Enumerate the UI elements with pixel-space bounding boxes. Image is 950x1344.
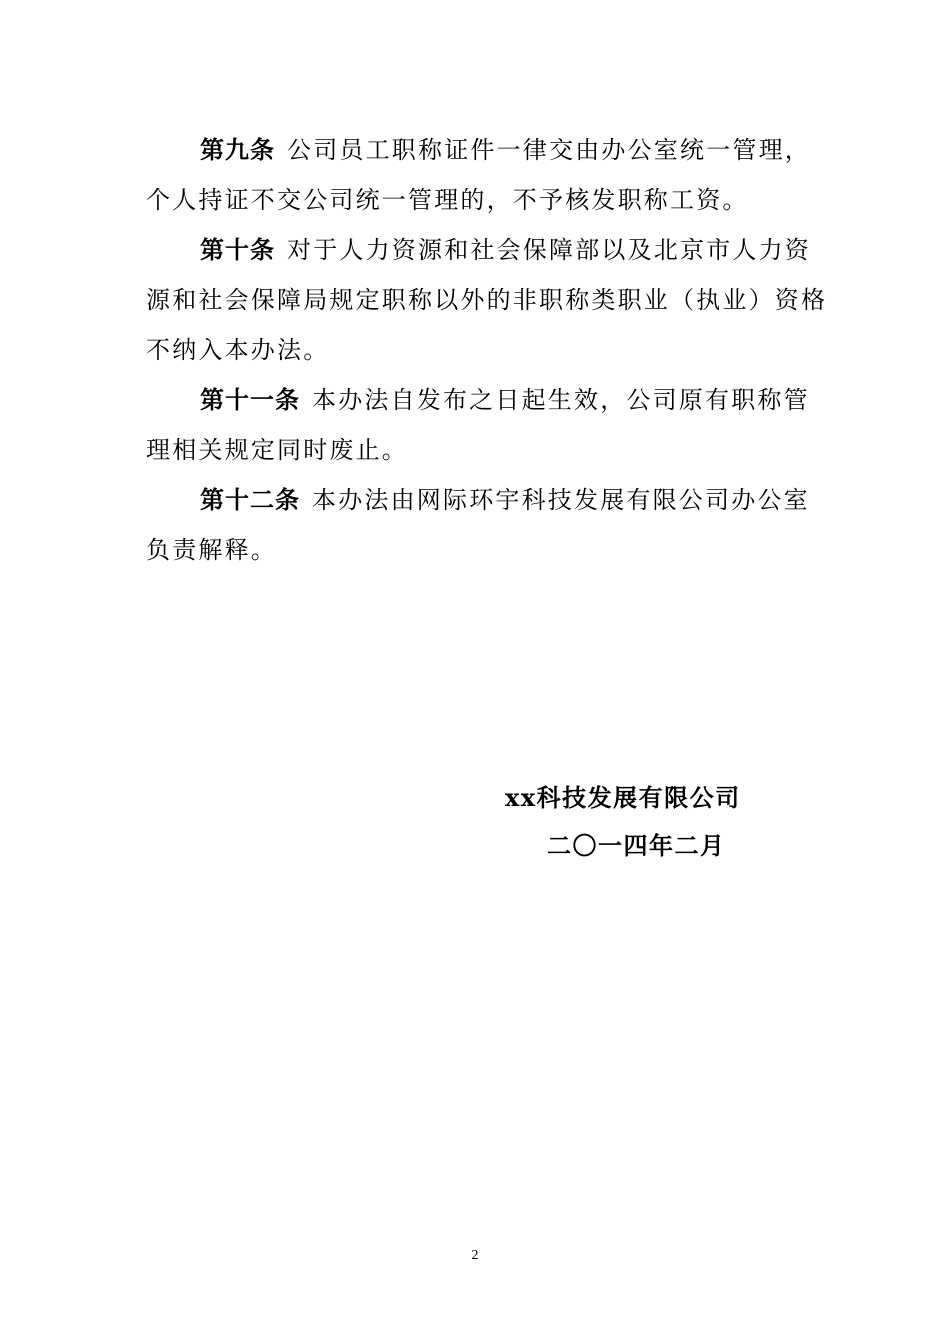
article-12-label: 第十二条 — [200, 486, 300, 514]
article-10-line-3: 不纳入本办法。 — [146, 336, 330, 364]
article-9-line-1 — [200, 134, 811, 166]
article-9-label: 第九条 — [200, 136, 275, 164]
article-10-text-1: 对于人力资源和社会保障部以及北京市人力资 — [287, 236, 811, 264]
article-11-line-2: 理相关规定同时废止。 — [146, 436, 408, 464]
article-9-text-1: 公司员工职称证件一律交由办公室统一管理， — [287, 136, 811, 164]
article-11-text-1: 本办法自发布之日起生效，公司原有职称管 — [312, 386, 810, 414]
page-number: 2 — [471, 1248, 479, 1263]
article-10-line-1 — [200, 234, 811, 266]
article-9-line-2: 个人持证不交公司统一管理的，不予核发职称工资。 — [146, 186, 749, 214]
article-10-line-2: 源和社会保障局规定职称以外的非职称类职业（执业）资格 — [146, 286, 828, 314]
signature-date: 二〇一四年二月 — [547, 831, 726, 860]
article-10-label: 第十条 — [200, 236, 275, 264]
signature-company: xx科技发展有限公司 — [505, 783, 741, 812]
article-11-label: 第十一条 — [200, 386, 300, 414]
article-12-line-2: 负责解释。 — [146, 536, 277, 564]
article-12-text-1: 本办法由网际环宇科技发展有限公司办公室 — [312, 486, 810, 514]
article-11-line-1 — [200, 384, 810, 416]
article-12-line-1 — [200, 484, 810, 516]
